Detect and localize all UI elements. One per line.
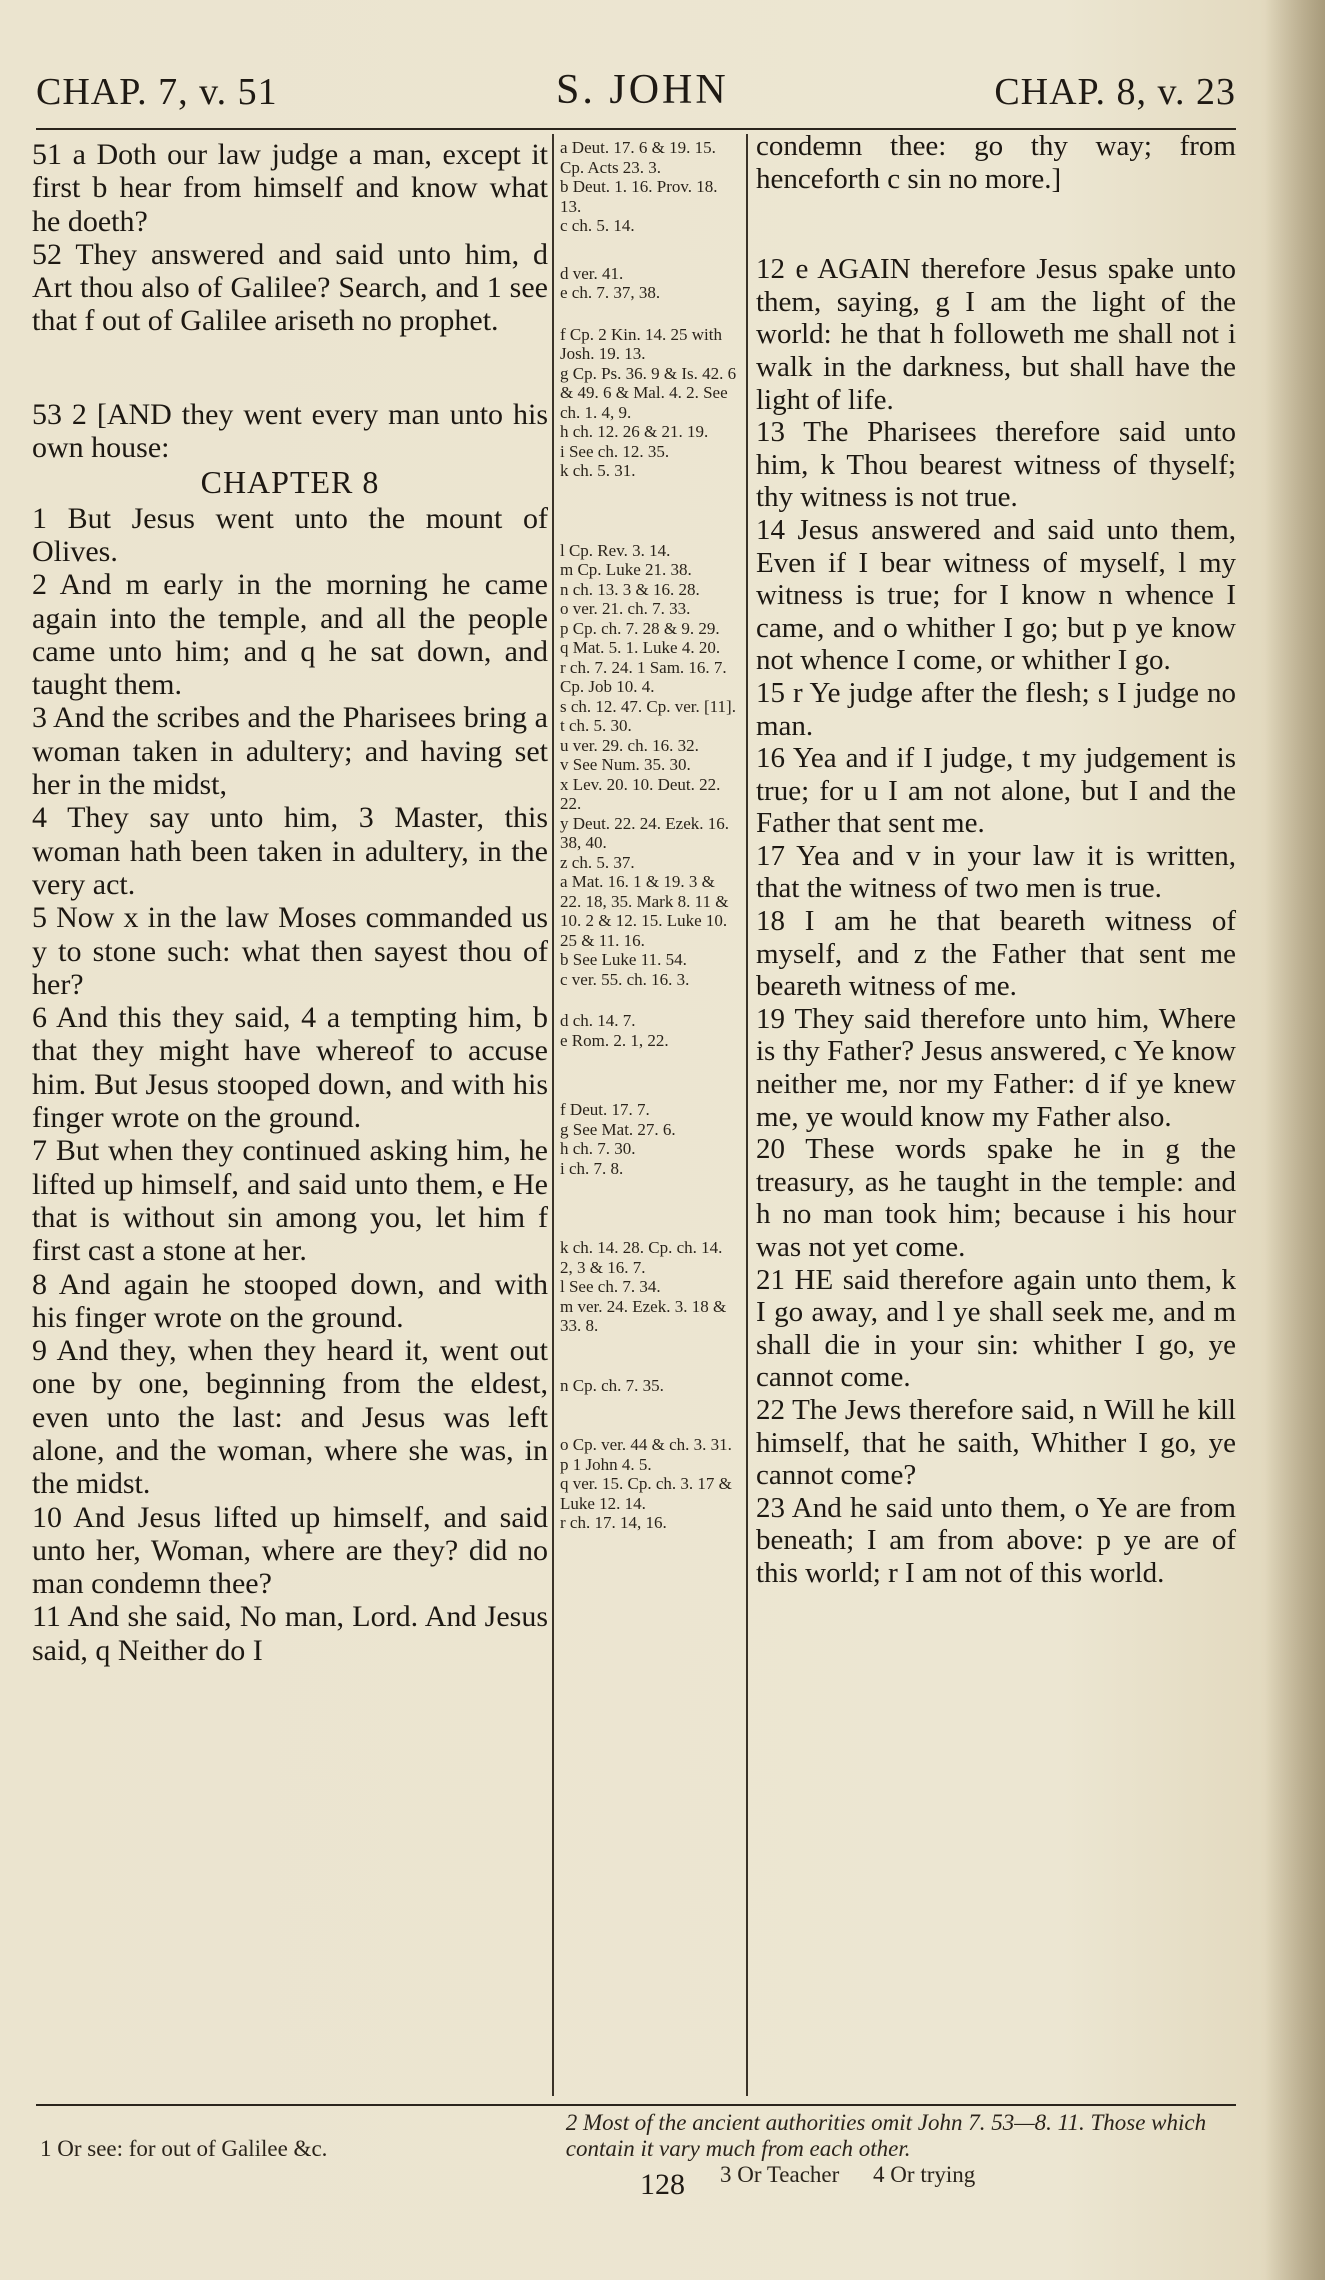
verse-8-6: 6 And this they said, 4 a tempting him, b that they might have whereof to accuse him. But Jesus stooped down, and with his finger wrote on the ground. bbox=[32, 1001, 548, 1135]
verse-8-19: 19 They said therefore unto him, Where is thy Father? Jesus answered, c Ye know neither me, nor my Father: d if ye knew me, ye would know my Father also. bbox=[756, 1002, 1236, 1133]
reference-entry: d ver. 41. bbox=[560, 263, 624, 283]
reference-entry: l See ch. 7. 34. bbox=[560, 1277, 661, 1296]
verse-8-13: 13 The Pharisees therefore said unto him, k Thou bearest witness of thyself; thy witness is not true. bbox=[756, 416, 1236, 514]
verse-7-53: 53 2 [AND they went every man unto his own house: bbox=[32, 397, 548, 465]
header-right: CHAP. 8, v. 23 bbox=[994, 71, 1236, 113]
verse-8-4: 4 They say unto him, 3 Master, this woman hath been taken in adultery, in the very act. bbox=[32, 801, 548, 901]
reference-entry: l Cp. Rev. 3. 14. bbox=[560, 540, 671, 560]
verse-8-8: 8 And again he stooped down, and with his finger wrote on the ground. bbox=[32, 1267, 548, 1334]
footnote-3: 3 Or Teacher bbox=[720, 2162, 840, 2187]
reference-entry: b See Luke 11. 54. bbox=[560, 950, 687, 969]
footnote-2: 2 Most of the ancient authorities omit John 7. 53—8. 11. Those which contain it vary much from each other. bbox=[565, 2110, 1207, 2161]
reference-entry: h ch. 12. 26 & 21. 19. bbox=[560, 422, 709, 441]
reference-entry: v See Num. 35. 30. bbox=[560, 755, 691, 774]
reference-entry: m Cp. Luke 21. 38. bbox=[560, 560, 692, 579]
footnote-rule bbox=[36, 2104, 1236, 2106]
reference-entry: o Cp. ver. 44 & ch. 3. 31. bbox=[560, 1435, 732, 1454]
reference-entry: h ch. 7. 30. bbox=[560, 1139, 636, 1158]
reference-entry: x Lev. 20. 10. Deut. 22. 22. bbox=[560, 774, 721, 813]
reference-entry: f Deut. 17. 7. bbox=[560, 1100, 650, 1119]
reference-entry: r ch. 17. 14, 16. bbox=[560, 1513, 667, 1532]
reference-entry: i See ch. 12. 35. bbox=[560, 441, 670, 461]
verse-8-1: 1 But Jesus went unto the mount of Olives. bbox=[32, 501, 548, 568]
verse-8-14: 14 Jesus answered and said unto them, Even if I bear witness of myself, l my witness is true; for I know n whence I came, and o whither I go; but p ye know not whence I come, or whither I go. bbox=[756, 513, 1236, 677]
verse-8-11: 11 And she said, No man, Lord. And Jesus said, q Neither do I bbox=[32, 1600, 548, 1667]
verse-8-10: 10 And Jesus lifted up himself, and said unto her, Woman, where are they? did no man condemn thee? bbox=[32, 1500, 548, 1601]
verse-7-51: 51 a Doth our law judge a man, except it first b hear from himself and know what he doeth? bbox=[32, 138, 548, 238]
reference-entry: o ver. 21. ch. 7. 33. bbox=[560, 599, 691, 618]
reference-entry: n Cp. ch. 7. 35. bbox=[560, 1375, 664, 1395]
reference-entry: z ch. 5. 37. bbox=[560, 852, 635, 872]
reference-entry: u ver. 29. ch. 16. 32. bbox=[560, 735, 699, 755]
reference-entry: d ch. 14. 7. bbox=[560, 1011, 636, 1030]
verse-8-16: 16 Yea and if I judge, t my judgement is true; for u I am not alone, but I and the Father that sent me. bbox=[756, 742, 1236, 840]
reference-entry: i ch. 7. 8. bbox=[560, 1158, 624, 1178]
reference-entry: p Cp. ch. 7. 28 & 9. 29. bbox=[560, 618, 720, 638]
left-column bbox=[32, 138, 548, 1667]
verse-8-15: 15 r Ye judge after the flesh; s I judge no man. bbox=[756, 676, 1236, 742]
reference-entry: f Cp. 2 Kin. 14. 25 with Josh. 19. 13. bbox=[560, 324, 722, 363]
right-column bbox=[756, 130, 1236, 1590]
verse-8-17: 17 Yea and v in your law it is written, that the witness of two men is true. bbox=[756, 839, 1236, 905]
reference-entry: q Mat. 5. 1. Luke 4. 20. bbox=[560, 638, 721, 657]
running-header bbox=[36, 60, 1236, 120]
footnote-4: 4 Or trying bbox=[873, 2162, 976, 2187]
reference-entry: k ch. 5. 31. bbox=[560, 461, 636, 480]
reference-entry: q ver. 15. Cp. ch. 3. 17 & Luke 12. 14. bbox=[560, 1474, 732, 1513]
reference-entry: s ch. 12. 47. Cp. ver. [11]. bbox=[560, 696, 736, 716]
verse-8-23: 23 And he said unto them, o Ye are from beneath; I am from above: p ye are of this world; r I am not of this world. bbox=[756, 1491, 1236, 1589]
verse-8-2: 2 And m early in the morning he came again into the temple, and all the people came unto him; and q he sat down, and taught them. bbox=[32, 568, 548, 702]
cross-references bbox=[560, 138, 738, 1533]
verse-8-11-cont: condemn thee: go thy way; from henceforth c sin no more.] bbox=[756, 130, 1236, 195]
column-rule-right bbox=[746, 134, 748, 2096]
header-title: S. JOHN bbox=[556, 67, 729, 113]
reference-entry: e Rom. 2. 1, 22. bbox=[560, 1030, 669, 1050]
reference-entry: t ch. 5. 30. bbox=[560, 716, 632, 735]
reference-entry: a Deut. 17. 6 & 19. 15. Cp. Acts 23. 3. bbox=[560, 138, 716, 177]
reference-entry: c ch. 5. 14. bbox=[560, 216, 635, 235]
reference-entry: n ch. 13. 3 & 16. 28. bbox=[560, 579, 700, 599]
verse-8-21: 21 HE said therefore again unto them, k I go away, and l ye shall seek me, and m shall die in your sin: whither I go, ye cannot come. bbox=[756, 1263, 1236, 1394]
reference-entry: c ver. 55. ch. 16. 3. bbox=[560, 969, 690, 989]
verse-8-7: 7 But when they continued asking him, he lifted up himself, and said unto them, e He that is without sin among you, let him f first cast a stone at her. bbox=[32, 1134, 548, 1268]
footnote-1: 1 Or see: for out of Galilee &c. bbox=[40, 2136, 328, 2161]
reference-entry: e ch. 7. 37, 38. bbox=[560, 283, 661, 302]
chapter-heading: CHAPTER 8 bbox=[200, 464, 380, 501]
header-left: CHAP. 7, v. 51 bbox=[36, 71, 278, 113]
verse-8-5: 5 Now x in the law Moses commanded us y to stone such: what then sayest thou of her? bbox=[32, 901, 548, 1001]
verse-8-9: 9 And they, when they heard it, went out one by one, beginning from the eldest, even unto the last: and Jesus was left alone, and the woman, where she was, in the midst. bbox=[32, 1334, 548, 1501]
reference-entry: p 1 John 4. 5. bbox=[560, 1454, 652, 1474]
reference-entry: r ch. 7. 24. 1 Sam. 16. 7. Cp. Job 10. 4. bbox=[560, 657, 727, 696]
page-number: 128 bbox=[640, 2168, 685, 2201]
reference-entry: g Cp. Ps. 36. 9 & Is. 42. 6 & 49. 6 & Mal. 4. 2. See ch. 1. 4, 9. bbox=[560, 363, 737, 422]
reference-entry: a Mat. 16. 1 & 19. 3 & 22. 18, 35. Mark 8. 11 & 10. 2 & 12. 15. Luke 10. 25 & 11. 16. bbox=[560, 872, 729, 950]
verse-8-12: 12 e AGAIN therefore Jesus spake unto them, saying, g I am the light of the world: he that h followeth me shall not i walk in the darkness, but shall have the light of life. bbox=[756, 253, 1236, 416]
verse-8-22: 22 The Jews therefore said, n Will he kill himself, that he saith, Whither I go, ye cannot come? bbox=[756, 1393, 1236, 1492]
reference-entry: b Deut. 1. 16. Prov. 18. 13. bbox=[560, 177, 718, 216]
reference-entry: k ch. 14. 28. Cp. ch. 14. 2, 3 & 16. 7. bbox=[560, 1238, 723, 1277]
column-rule-left bbox=[552, 134, 554, 2096]
verse-7-52: 52 They answered and said unto him, d Art thou also of Galilee? Search, and 1 see that f out of Galilee ariseth no prophet. bbox=[32, 237, 548, 338]
reference-entry: g See Mat. 27. 6. bbox=[560, 1119, 676, 1139]
verse-8-3: 3 And the scribes and the Pharisees bring a woman taken in adultery; and having set her in the midst, bbox=[32, 701, 548, 802]
binding-shadow bbox=[1265, 0, 1325, 2280]
reference-entry: m ver. 24. Ezek. 3. 18 & 33. 8. bbox=[560, 1296, 727, 1335]
verse-8-18: 18 I am he that beareth witness of myself, and z the Father that sent me beareth witness of me. bbox=[756, 905, 1236, 1003]
verse-8-20: 20 These words spake he in g the treasury, as he taught in the temple: and h no man took him; because i his hour was not yet come. bbox=[756, 1133, 1236, 1263]
reference-entry: y Deut. 22. 24. Ezek. 16. 38, 40. bbox=[560, 813, 730, 852]
